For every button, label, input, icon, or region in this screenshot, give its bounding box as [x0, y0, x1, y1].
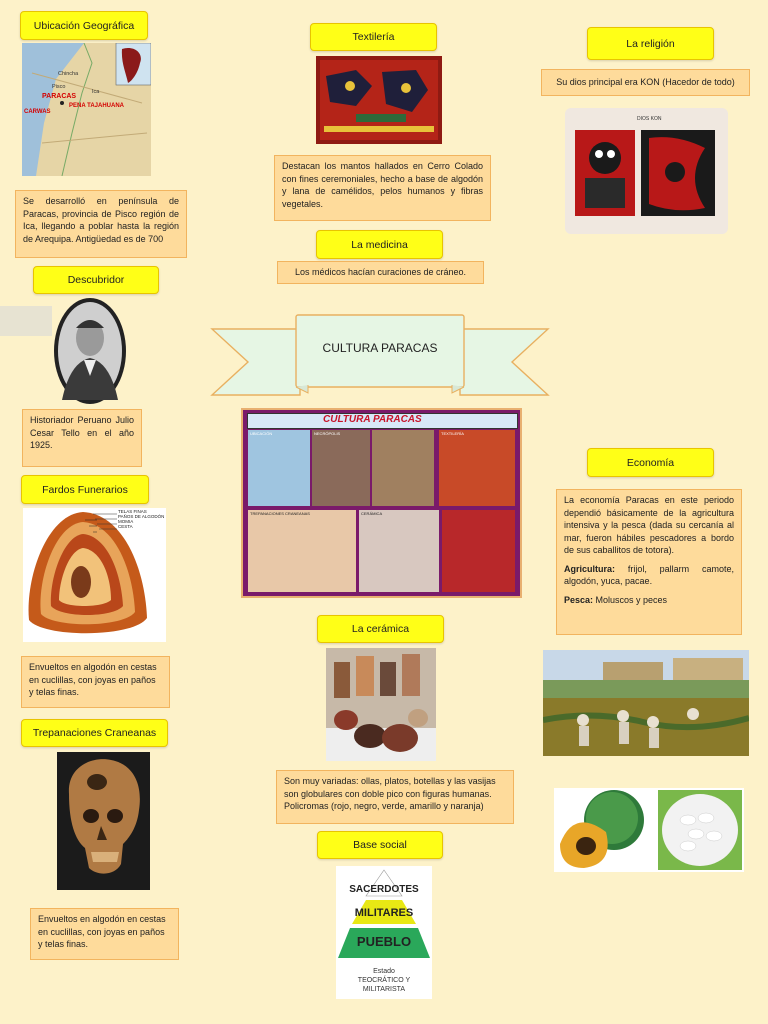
pyramid-level-militares: MILITARES: [354, 907, 414, 919]
pyramid-caption-1: Estado: [373, 968, 395, 975]
map-label-ica: Ica: [92, 89, 100, 95]
pyramid-caption-3: MILITARISTA: [362, 986, 406, 993]
pyramid-level-sacerdotes: SACERDOTES: [349, 884, 419, 895]
label-textileria: Textilería: [310, 23, 437, 51]
skull-image: [57, 752, 150, 890]
agricultura-label: Agricultura:: [564, 563, 616, 574]
label-religion: La religión: [587, 27, 714, 60]
note-economia: [556, 489, 742, 635]
pyramid-level-pueblo: PUEBLO: [356, 934, 412, 949]
economia-agricultura: [564, 563, 734, 588]
label-economia: Economía: [587, 448, 714, 477]
poster-panel-art: [442, 510, 515, 592]
label-trepanaciones: Trepanaciones Craneanas: [21, 719, 168, 747]
poster-panel-title-5: CERÁMICA: [361, 511, 383, 516]
note-ubicacion: Se desarrolló en península de Paracas, provincia de Pisco región de Ica, llegando a poblar hasta la región de Arequipa. Antigüedad es de 700: [15, 190, 187, 258]
poster-panel-title-4: TREPANACIONES CRANEANAS: [250, 511, 310, 516]
poster-panel-map: [248, 430, 310, 506]
note-textileria: Destacan los mantos hallados en Cerro Colado con fines ceremoniales, hecho a base de algodón y lana de camélidos, pelos humanos y fibras vegetales.: [274, 155, 491, 221]
kon-caption: DIOS KON: [637, 116, 662, 122]
label-ubicacion: Ubicación Geográfica: [20, 11, 148, 40]
kon-image: [565, 108, 728, 234]
fardo-label-cesta: CESTA: [118, 524, 133, 529]
social-pyramid: [336, 866, 432, 999]
agricultura-text: frijol, pallarm camote, algodón, yuca, pacae.: [564, 563, 734, 586]
pesca-text: Moluscos y peces: [593, 594, 668, 605]
map-label-carwas: CARWAS: [24, 109, 51, 115]
poster-panel-tomb: [372, 430, 434, 506]
title-ribbon: [210, 311, 550, 401]
label-base-social: Base social: [317, 831, 443, 859]
map-label-chincha: Chincha: [58, 71, 79, 77]
poster-panel-title-3: TEXTILERÍA: [441, 431, 464, 436]
poster-heading: CULTURA PARACAS: [323, 414, 422, 425]
map-label-pisco: Pisco: [52, 84, 66, 90]
poster-image: [241, 408, 522, 598]
fardo-label-momia: MOMIA: [118, 519, 134, 524]
map-label-paracas: PARACAS: [42, 93, 77, 100]
label-ceramica: La cerámica: [317, 615, 444, 643]
map-image: [22, 43, 151, 176]
tello-portrait: [0, 296, 130, 406]
food-image: [554, 788, 744, 872]
economia-paragraph: La economía Paracas en este periodo dependió básicamente de la agricultura intensiva y la pesca (dada su cercanía al mar, fueron hábiles pescadores a bordo de sus caballitos de totora).: [564, 495, 734, 555]
note-ceramica: Son muy variadas: ollas, platos, botellas y las vasijas son globulares con doble pico con figuras humanas. Policromas (rojo, negro, verde, amarillo y naranja): [276, 770, 514, 824]
poster-panel-textile: [439, 430, 515, 506]
fardo-label-panos: PAÑOS DE ALGODÓN: [118, 514, 165, 519]
note-fardos: Envueltos en algodón en cestas en cuclillas, con joyas en paños y telas finas.: [21, 656, 170, 708]
economia-pesca: [564, 594, 734, 607]
label-fardos: Fardos Funerarios: [21, 475, 149, 504]
poster-panel-trepanation: [248, 510, 356, 592]
pesca-label: Pesca:: [564, 594, 594, 605]
pyramid-caption-2: TEOCRÁTICO Y: [357, 977, 411, 984]
label-descubridor: Descubridor: [33, 266, 159, 294]
map-label-pena: PENA TAJAHUANA: [69, 103, 125, 109]
textile-image: [316, 56, 442, 144]
poster-panel-title-1: UBICACIÓN: [250, 431, 273, 436]
page-title: CULTURA PARACAS: [322, 341, 438, 355]
fardo-diagram: [23, 508, 166, 642]
ceramics-image: [326, 648, 436, 761]
note-religion: Su dios principal era KON (Hacedor de todo): [541, 69, 750, 96]
agriculture-image: [543, 650, 749, 756]
note-medicina: Los médicos hacían curaciones de cráneo.: [277, 261, 484, 284]
poster-panel-ceramics: [359, 510, 439, 592]
note-descubridor: Historiador Peruano Julio Cesar Tello en el año 1925.: [22, 409, 142, 467]
note-trepanaciones: Envueltos en algodón en cestas en cuclillas, con joyas en paños y telas finas.: [30, 908, 179, 960]
fardo-label-telas: TELAS FINAS: [118, 509, 147, 514]
label-medicina: La medicina: [316, 230, 443, 259]
poster-panel-necropolis: [312, 430, 370, 506]
poster-panel-title-2: NECRÓPOLIS: [314, 431, 341, 436]
